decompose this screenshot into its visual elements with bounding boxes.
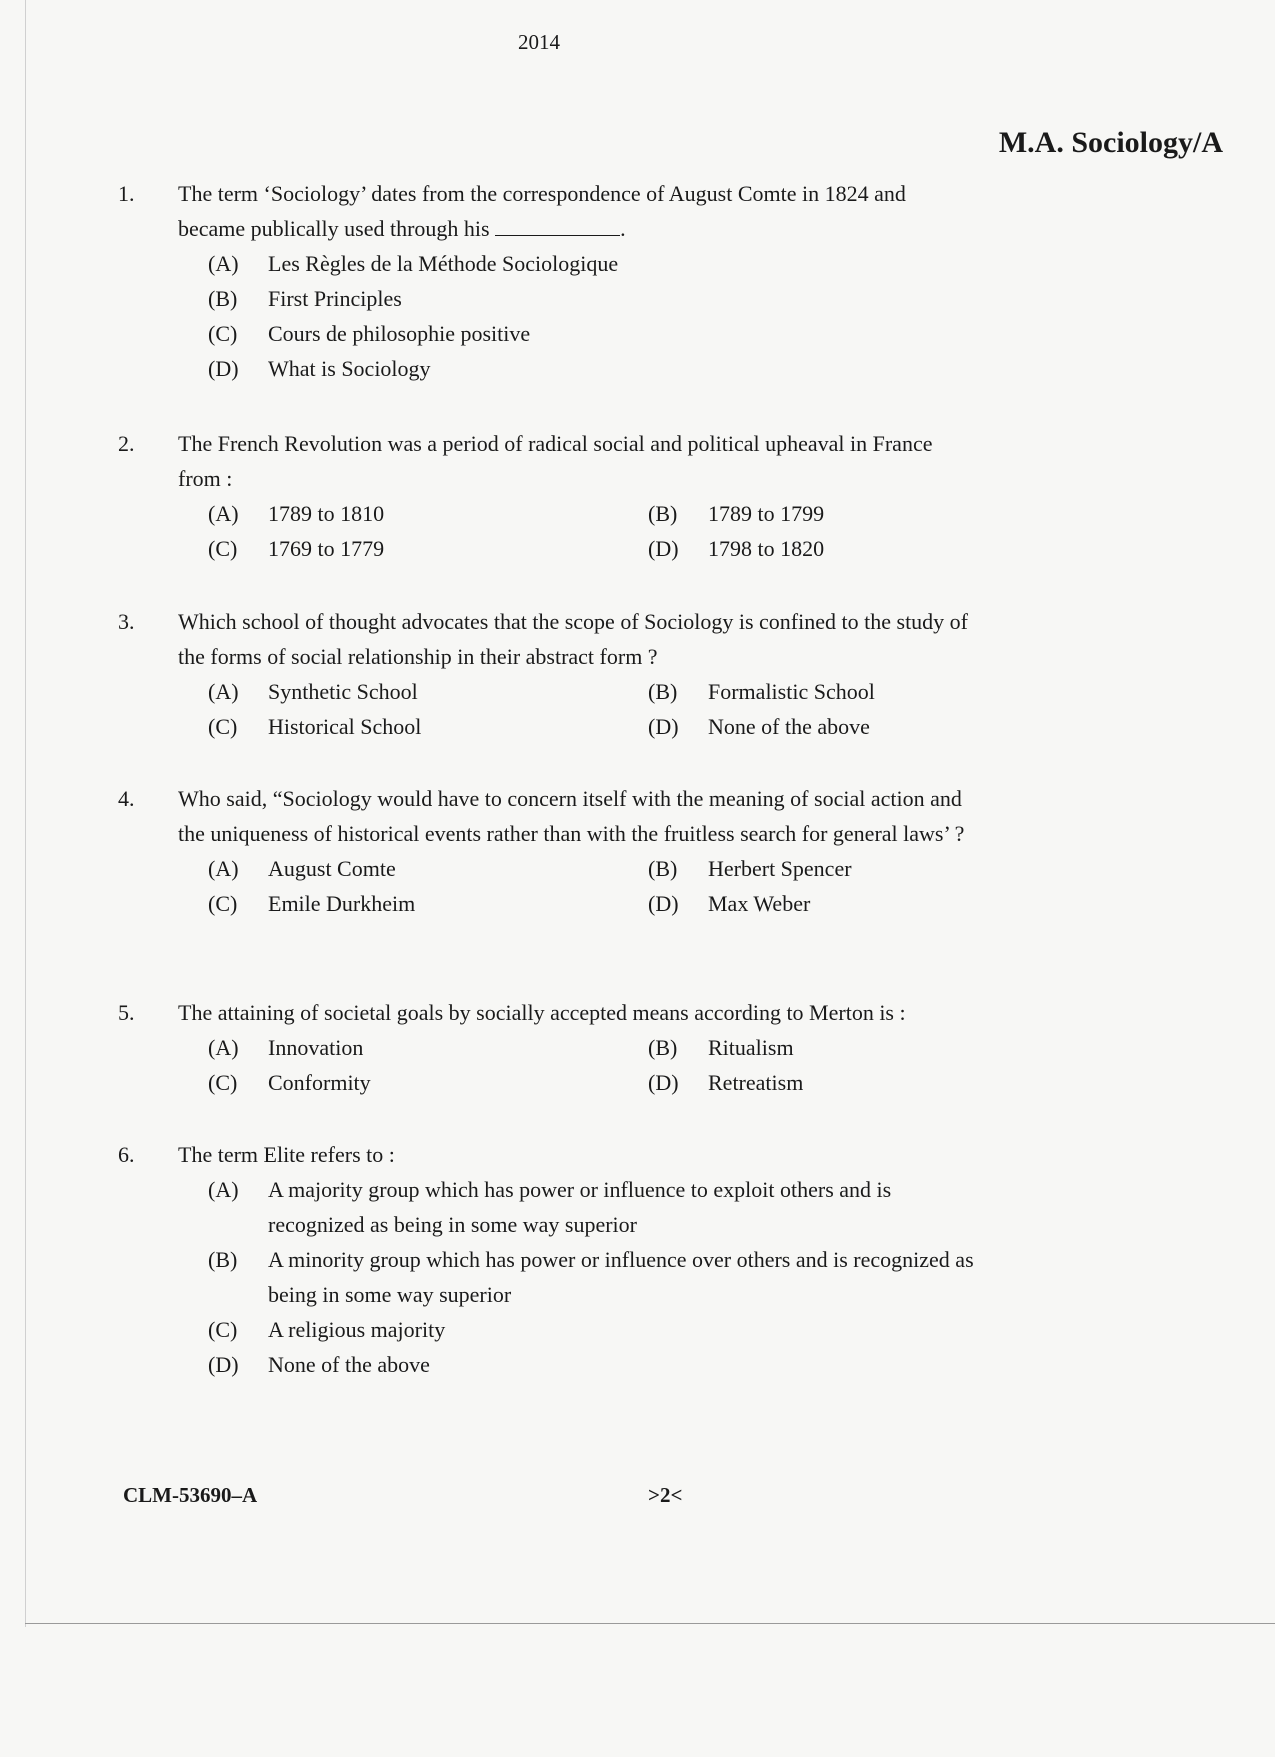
option-b: (B) Herbert Spencer — [648, 856, 852, 881]
exam-year: 2014 — [518, 30, 560, 54]
page-number: >2< — [648, 1483, 683, 1507]
paper-code: CLM-53690–A — [123, 1483, 258, 1507]
question-3 — [118, 604, 978, 744]
options-grid — [208, 674, 978, 744]
question-text: The French Revolution was a period of radical social and political upheaval in France from : — [178, 431, 933, 491]
question-2 — [118, 426, 978, 566]
option-a: (A) Les Règles de la Méthode Sociologique — [208, 251, 619, 276]
option-b: (B) Ritualism — [648, 1035, 794, 1060]
option-c: (C) 1769 to 1779 — [208, 536, 385, 561]
options-grid — [208, 1030, 978, 1100]
options-grid — [208, 851, 978, 921]
bottom-rule — [25, 1623, 1275, 1624]
question-number: 6. — [118, 1142, 135, 1167]
question-number: 2. — [118, 431, 135, 456]
option-c: (C) Conformity — [208, 1070, 371, 1095]
question-text: Who said, “Sociology would have to concern itself with the meaning of social action and the uniqueness of historical events rather than with the fruitless search for general laws’ ? — [178, 786, 965, 846]
question-1 — [118, 176, 978, 386]
question-4 — [118, 781, 978, 921]
options-list — [208, 246, 978, 386]
fill-blank — [495, 215, 620, 236]
question-text: The term Elite refers to : — [178, 1142, 395, 1167]
options-grid — [208, 496, 978, 566]
option-a: (A) Innovation — [208, 1035, 364, 1060]
question-5 — [118, 995, 978, 1100]
question-number: 5. — [118, 1000, 135, 1025]
option-d: (D) Retreatism — [648, 1070, 804, 1095]
option-c: (C) Cours de philosophie positive — [208, 321, 531, 346]
question-number: 1. — [118, 181, 135, 206]
question-number: 4. — [118, 786, 135, 811]
option-b: (B) First Principles — [208, 286, 402, 311]
option-a: (A) August Comte — [208, 856, 396, 881]
options-list — [208, 1172, 978, 1382]
option-d: (D) What is Sociology — [208, 356, 431, 381]
option-c: (C) A religious majority — [208, 1317, 446, 1342]
option-a: (A) A majority group which has power or influence to exploit others and is recognized as being in some way superior — [208, 1177, 892, 1237]
option-c: (C) Emile Durkheim — [208, 891, 416, 916]
question-text: Which school of thought advocates that the scope of Sociology is confined to the study of the forms of social relationship in their abstract form ? — [178, 609, 969, 669]
question-text: The attaining of societal goals by socially accepted means according to Merton is : — [178, 1000, 906, 1025]
option-d: (D) None of the above — [208, 1352, 430, 1377]
option-b: (B) A minority group which has power or influence over others and is recognized as being in some way superior — [208, 1247, 974, 1307]
option-c: (C) Historical School — [208, 714, 422, 739]
option-d: (D) Max Weber — [648, 891, 811, 916]
option-b: (B) 1789 to 1799 — [648, 501, 825, 526]
question-text: The term ‘Sociology’ dates from the correspondence of August Comte in 1824 and became publically used through his . — [178, 181, 906, 241]
option-d: (D) 1798 to 1820 — [648, 536, 825, 561]
page-edge — [25, 0, 26, 1627]
option-a: (A) Synthetic School — [208, 679, 418, 704]
option-b: (B) Formalistic School — [648, 679, 875, 704]
option-d: (D) None of the above — [648, 714, 870, 739]
subject-title: M.A. Sociology/A — [998, 126, 1223, 159]
question-number: 3. — [118, 609, 135, 634]
option-a: (A) 1789 to 1810 — [208, 501, 385, 526]
question-6 — [118, 1137, 978, 1382]
